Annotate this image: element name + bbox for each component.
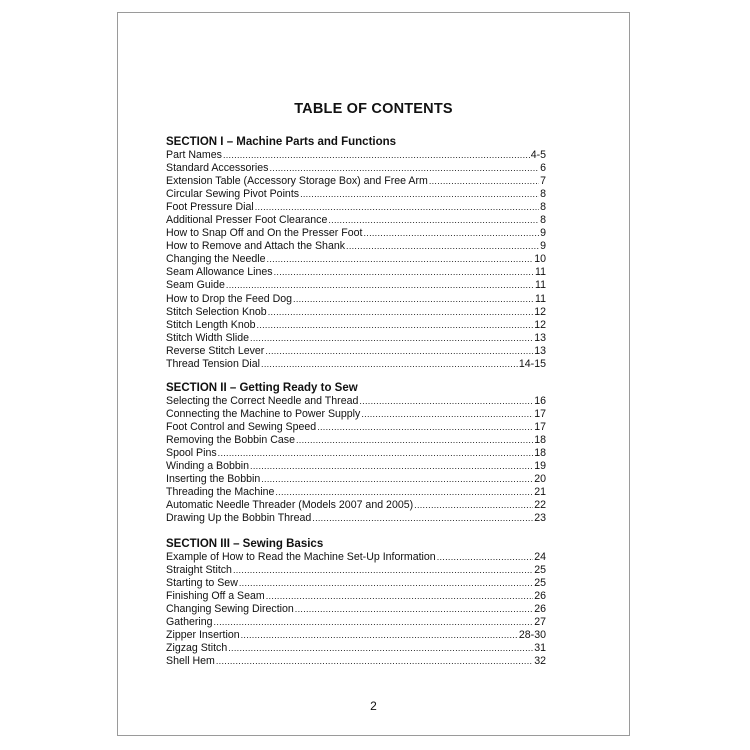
toc-entry (166, 434, 546, 447)
toc-entry-page: 26 (534, 590, 546, 603)
toc-entry-label: Stitch Length Knob (166, 318, 256, 331)
toc-entry-page: 31 (534, 642, 546, 655)
dot-leader (223, 149, 530, 162)
toc-entry-page: 10 (534, 253, 546, 266)
dot-leader (429, 175, 539, 188)
dot-leader (296, 434, 533, 447)
toc-entry (166, 319, 546, 332)
toc-entry-page: 11 (535, 279, 546, 292)
toc-entry-label: How to Remove and Attach the Shank (166, 240, 346, 253)
toc-entry (166, 655, 546, 668)
toc-entry (166, 227, 546, 240)
toc-entry (166, 629, 546, 642)
toc-entry-label: Changing the Needle (166, 253, 266, 266)
toc-entry-label: Selecting the Correct Needle and Thread (166, 395, 359, 407)
toc-entry (166, 642, 546, 655)
dot-leader (363, 227, 539, 240)
toc-entry-label: Starting to Sew (166, 577, 238, 590)
toc-entry-page: 23 (534, 512, 546, 525)
toc-entry (166, 306, 546, 319)
toc-entry-label: Zipper Insertion (166, 629, 240, 642)
toc-entry (166, 345, 546, 358)
toc-entry (166, 332, 546, 345)
toc-entry-page: 32 (534, 655, 546, 668)
toc-entry-page: 9 (540, 227, 546, 240)
dot-leader (312, 512, 533, 525)
toc-entry-page: 6 (540, 162, 546, 175)
dot-leader (268, 306, 534, 319)
toc-entry-label: Drawing Up the Bobbin Thread (166, 512, 312, 525)
toc-entry-page: 26 (534, 603, 546, 616)
toc-entry-page: 18 (534, 447, 546, 460)
toc-entry (166, 240, 546, 253)
dot-leader (250, 332, 533, 345)
toc-entry-page: 22 (534, 499, 546, 512)
toc-entry (166, 551, 546, 564)
dot-leader (414, 499, 533, 512)
dot-leader (265, 345, 533, 358)
dot-leader (261, 358, 518, 371)
toc-entry-label: Thread Tension Dial (166, 357, 261, 370)
toc-entry-label: Finishing Off a Seam (166, 590, 265, 603)
toc-entry-page: 21 (534, 486, 546, 499)
toc-entry (166, 279, 546, 292)
toc-entry-page: 7 (540, 175, 546, 188)
dot-leader (346, 240, 539, 253)
section-heading: SECTION I – Machine Parts and Functions (166, 136, 397, 148)
toc-entry (166, 447, 546, 460)
toc-entry (166, 603, 546, 616)
dot-leader (241, 629, 518, 642)
dot-leader (359, 395, 533, 408)
dot-leader (317, 421, 533, 434)
toc-entry-label: Extension Table (Accessory Storage Box) and Free Arm (166, 175, 428, 188)
toc-entry-page: 14-15 (518, 357, 546, 370)
toc-entry-page: 9 (540, 240, 546, 253)
toc-entry-page: 27 (534, 616, 546, 629)
dot-leader (214, 616, 534, 629)
toc-entry-label: Stitch Selection Knob (166, 305, 267, 318)
toc-entry-page: 20 (534, 473, 546, 486)
toc-entry-label: Additional Presser Foot Clearance (166, 214, 328, 227)
document-page (117, 12, 630, 736)
toc-entry (166, 175, 546, 188)
toc-section-2 (166, 381, 546, 525)
toc-entry-label: Gathering (166, 616, 213, 629)
dot-leader (293, 293, 534, 306)
toc-section-3 (166, 537, 546, 668)
toc-entry-label: Standard Accessories (166, 162, 269, 175)
toc-entry-page: 28-30 (518, 629, 546, 642)
dot-leader (255, 201, 539, 214)
toc-entry (166, 358, 546, 371)
dot-leader (295, 603, 533, 616)
toc-entry-label: How to Drop the Feed Dog (166, 292, 293, 305)
toc-entry-page: 25 (534, 577, 546, 590)
toc-entry-label: Straight Stitch (166, 564, 232, 577)
toc-entry-label: Threading the Machine (166, 486, 275, 499)
section-heading: SECTION III – Sewing Basics (166, 538, 324, 550)
dot-leader (274, 266, 534, 279)
toc-entry (166, 486, 546, 499)
toc-entry-label: Seam Guide (166, 279, 225, 292)
toc-entry-label: Zigzag Stitch (166, 642, 228, 655)
toc-entry-label: Circular Sewing Pivot Points (166, 188, 300, 201)
dot-leader (266, 590, 533, 603)
toc-entry (166, 616, 546, 629)
dot-leader (267, 253, 534, 266)
page-title: TABLE OF CONTENTS (294, 101, 453, 117)
toc-entry (166, 499, 546, 512)
dot-leader (228, 642, 533, 655)
toc-entry-page: 8 (540, 188, 546, 201)
dot-leader (261, 473, 533, 486)
page-number: 2 (370, 699, 377, 713)
toc-entry-page: 8 (540, 214, 546, 227)
toc-entry (166, 460, 546, 473)
toc-entry-label: Foot Pressure Dial (166, 201, 254, 214)
toc-entry-page: 17 (534, 408, 546, 421)
dot-leader (361, 408, 533, 421)
toc-entry-page: 18 (534, 434, 546, 447)
dot-leader (239, 577, 533, 590)
toc-entry-page: 25 (534, 564, 546, 577)
toc-entry-label: Stitch Width Slide (166, 331, 250, 344)
toc-entry-page: 13 (534, 344, 546, 357)
dot-leader (328, 214, 539, 227)
toc-entry-label: Spool Pins (166, 447, 217, 460)
toc-entry-label: Changing Sewing Direction (166, 603, 294, 616)
toc-entry (166, 188, 546, 201)
dot-leader (437, 551, 534, 564)
toc-entry-label: Shell Hem (166, 655, 215, 668)
dot-leader (257, 319, 534, 332)
toc-entry-page: 19 (534, 460, 546, 473)
toc-entry (166, 590, 546, 603)
toc-entry-page: 4-5 (530, 149, 546, 161)
toc-entry (166, 201, 546, 214)
toc-entry-page: 11 (535, 266, 546, 279)
toc-entry-label: Reverse Stitch Lever (166, 344, 265, 357)
toc-entry-label: Winding a Bobbin (166, 460, 250, 473)
toc-entry (166, 214, 546, 227)
toc-entry-page: 8 (540, 201, 546, 214)
toc-entry-label: Seam Allowance Lines (166, 266, 273, 279)
toc-entry (166, 473, 546, 486)
toc-entry (166, 395, 546, 408)
toc-entry-label: Removing the Bobbin Case (166, 434, 295, 447)
toc-entry-label: Inserting the Bobbin (166, 473, 261, 486)
dot-leader (218, 447, 534, 460)
toc-entry-label: How to Snap Off and On the Presser Foot (166, 227, 363, 240)
toc-entry-label: Connecting the Machine to Power Supply (166, 408, 361, 421)
toc-entry-label: Foot Control and Sewing Speed (166, 421, 317, 434)
toc-entry-page: 17 (534, 421, 546, 434)
toc-entry (166, 512, 546, 525)
toc-entry-label: Part Names (166, 149, 222, 161)
dot-leader (250, 460, 533, 473)
toc-entry (166, 421, 546, 434)
toc-entry-page: 13 (534, 331, 546, 344)
dot-leader (216, 655, 533, 668)
toc-entry-page: 12 (534, 305, 546, 318)
toc-entry-page: 16 (534, 395, 546, 407)
toc-entry-page: 11 (535, 292, 546, 305)
section-heading: SECTION II – Getting Ready to Sew (166, 382, 358, 394)
toc-entry (166, 266, 546, 279)
toc-entry-page: 24 (534, 551, 546, 563)
dot-leader (269, 162, 539, 175)
dot-leader (275, 486, 533, 499)
toc-entry (166, 564, 546, 577)
toc-entry (166, 577, 546, 590)
toc-entry-label: Automatic Needle Threader (Models 2007 and 2005) (166, 499, 414, 512)
toc-entry-label: Example of How to Read the Machine Set-Up Information (166, 551, 436, 563)
dot-leader (233, 564, 533, 577)
toc-entry (166, 149, 546, 162)
toc-entry-page: 12 (534, 318, 546, 331)
toc-entry (166, 408, 546, 421)
toc-entry (166, 162, 546, 175)
dot-leader (300, 188, 539, 201)
dot-leader (226, 279, 534, 292)
toc-section-1 (166, 135, 546, 371)
toc-entry (166, 253, 546, 266)
toc-entry (166, 293, 546, 306)
